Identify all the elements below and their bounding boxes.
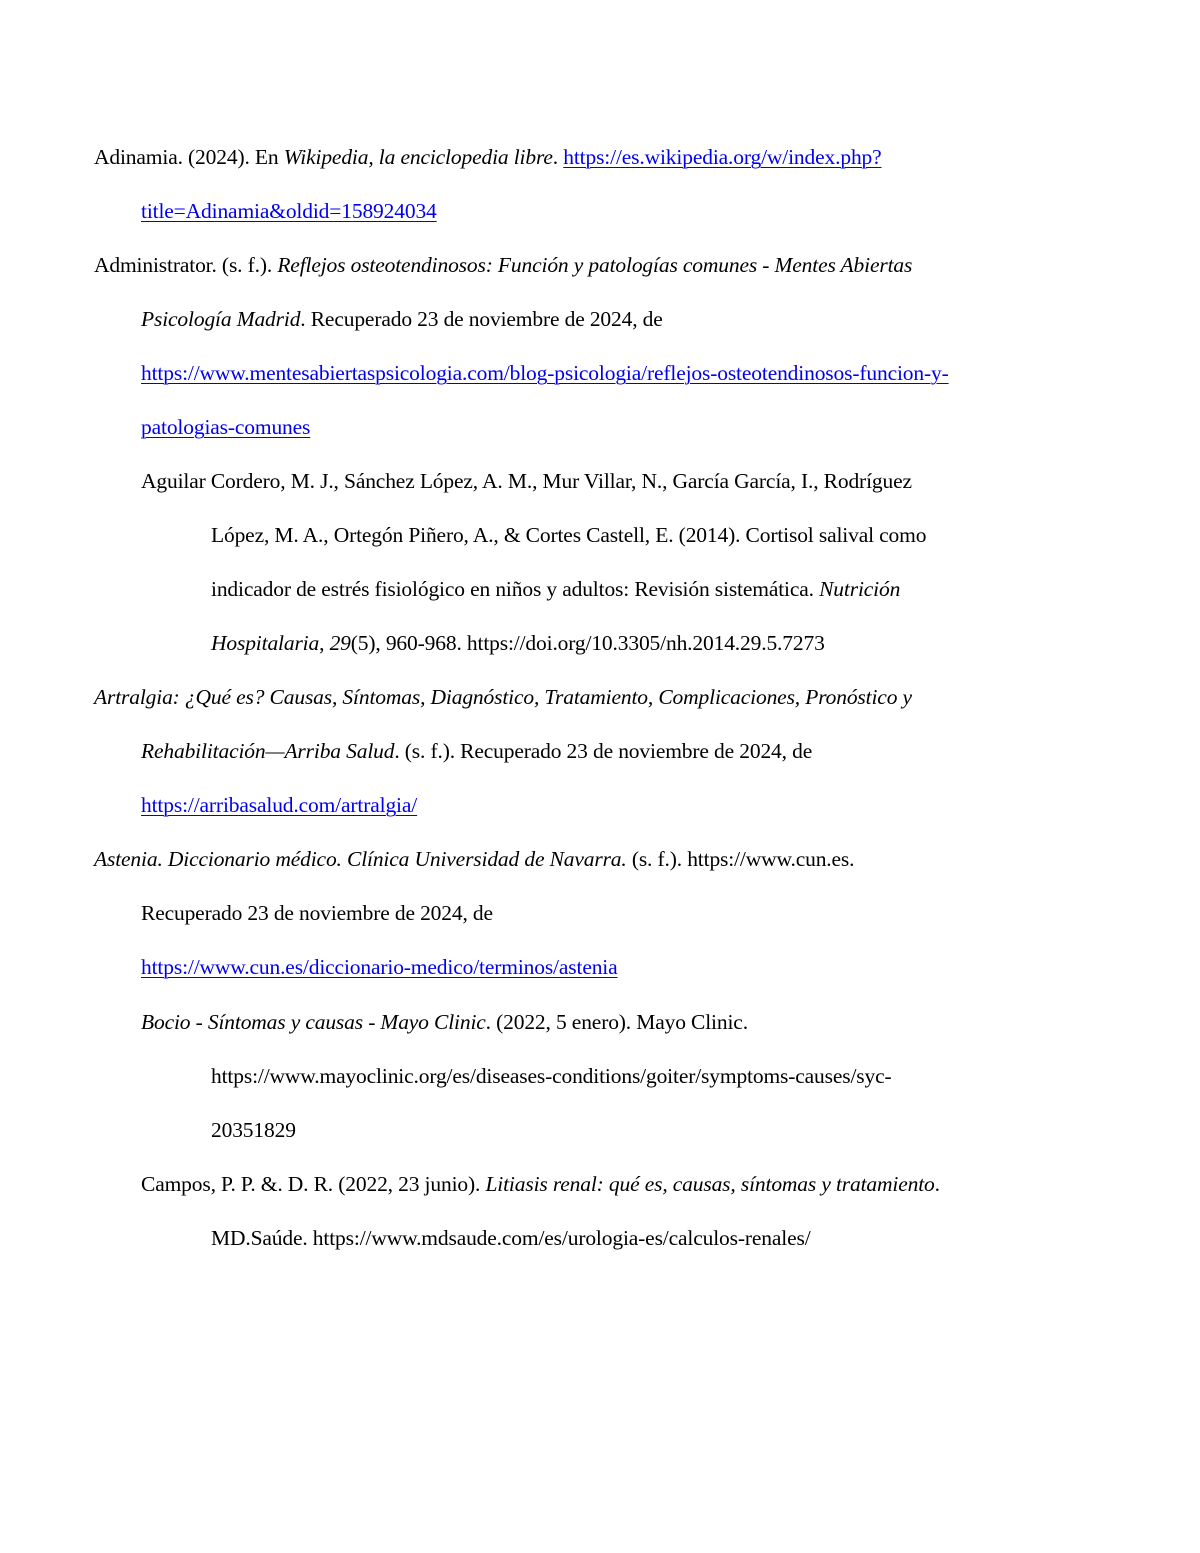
- reference-astenia-line-1: [94, 845, 854, 873]
- reference-author: Campos, P. P. &. D. R. (2022, 23 junio).: [141, 1172, 486, 1196]
- reference-adinamia-line-2: [141, 197, 437, 225]
- reference-campos-line-2: [211, 1224, 811, 1252]
- reference-title: Rehabilitación—Arriba Salud: [141, 739, 395, 763]
- reference-title: Astenia. Diccionario médico. Clínica Universidad de Navarra.: [94, 847, 627, 871]
- reference-punctuation: .: [552, 145, 564, 169]
- reference-article-title: indicador de estrés fisiológico en niños y adultos: Revisión sistemática.: [211, 577, 820, 601]
- reference-title: Psicología Madrid: [141, 307, 301, 331]
- reference-bocio-line-2: [211, 1062, 892, 1090]
- reference-authors: López, M. A., Ortegón Piñero, A., & Cortes Castell, E. (2014). Cortisol salival como: [211, 523, 927, 547]
- reference-author: Administrator. (s. f.).: [94, 253, 278, 277]
- reference-url-text: 20351829: [211, 1118, 296, 1142]
- reference-source-title: Wikipedia, la enciclopedia libre: [283, 145, 553, 169]
- reference-punctuation: .: [934, 1172, 940, 1196]
- reference-aguilar-line-2: [211, 521, 926, 549]
- reference-artralgia-line-3: [141, 791, 417, 819]
- reference-reflejos-line-4: [141, 413, 310, 441]
- reference-link[interactable]: https://www.mentesabiertaspsicologia.com/blog-psicologia/reflejos-osteotendinosos-funcion-y-: [141, 361, 949, 385]
- reference-link[interactable]: patologias-comunes: [141, 415, 311, 439]
- reference-bocio-line-3: [211, 1116, 296, 1144]
- reference-artralgia-line-1: [94, 683, 912, 711]
- reference-bocio-line-1: [141, 1008, 748, 1036]
- reference-reflejos-line-1: [94, 251, 912, 279]
- reference-link[interactable]: title=Adinamia&oldid=158924034: [141, 199, 437, 223]
- reference-astenia-line-3: [141, 953, 618, 981]
- reference-adinamia-line-1: [94, 143, 882, 171]
- reference-author: Adinamia. (2024). En: [94, 145, 284, 169]
- reference-title: Artralgia: ¿Qué es? Causas, Síntomas, Diagnóstico, Tratamiento, Complicaciones, Pronóstico y: [94, 685, 912, 709]
- reference-url-text: https://www.mayoclinic.org/es/diseases-conditions/goiter/symptoms-causes/syc-: [211, 1064, 892, 1088]
- reference-retrieved: Recuperado 23 de noviembre de 2024, de: [141, 901, 493, 925]
- reference-issue-pages-doi: (5), 960-968. https://doi.org/10.3305/nh.2014.29.5.7273: [350, 631, 825, 655]
- reference-volume: 29: [329, 631, 351, 655]
- reference-aguilar-line-3: [211, 575, 900, 603]
- reference-link[interactable]: https://www.cun.es/diccionario-medico/terminos/astenia: [141, 955, 618, 979]
- reference-punctuation: ,: [319, 631, 330, 655]
- reference-aguilar-line-1: [141, 467, 912, 495]
- reference-astenia-line-2: [141, 899, 493, 927]
- reference-link[interactable]: https://es.wikipedia.org/w/index.php?: [563, 145, 882, 169]
- reference-link[interactable]: https://arribasalud.com/artralgia/: [141, 793, 418, 817]
- reference-title: Reflejos osteotendinosos: Función y patologías comunes - Mentes Abiertas: [277, 253, 913, 277]
- reference-title: Litiasis renal: qué es, causas, síntomas y tratamiento: [485, 1172, 935, 1196]
- reference-title: Bocio - Síntomas y causas - Mayo Clinic: [141, 1010, 486, 1034]
- reference-reflejos-line-3: [141, 359, 949, 387]
- reference-date-site: . (2022, 5 enero). Mayo Clinic.: [485, 1010, 748, 1034]
- reference-retrieved: . (s. f.). Recuperado 23 de noviembre de 2024, de: [394, 739, 813, 763]
- reference-aguilar-line-4: [211, 629, 825, 657]
- reference-artralgia-line-2: [141, 737, 812, 765]
- reference-journal: Nutrición: [819, 577, 901, 601]
- reference-authors: Aguilar Cordero, M. J., Sánchez López, A. M., Mur Villar, N., García García, I., Rodríguez: [141, 469, 912, 493]
- reference-site-url: MD.Saúde. https://www.mdsaude.com/es/urologia-es/calculos-renales/: [211, 1226, 811, 1250]
- reference-reflejos-line-2: [141, 305, 663, 333]
- reference-retrieved: . Recuperado 23 de noviembre de 2024, de: [300, 307, 663, 331]
- reference-date-site: (s. f.). https://www.cun.es.: [626, 847, 855, 871]
- reference-journal: Hospitalaria: [211, 631, 320, 655]
- reference-campos-line-1: [141, 1170, 940, 1198]
